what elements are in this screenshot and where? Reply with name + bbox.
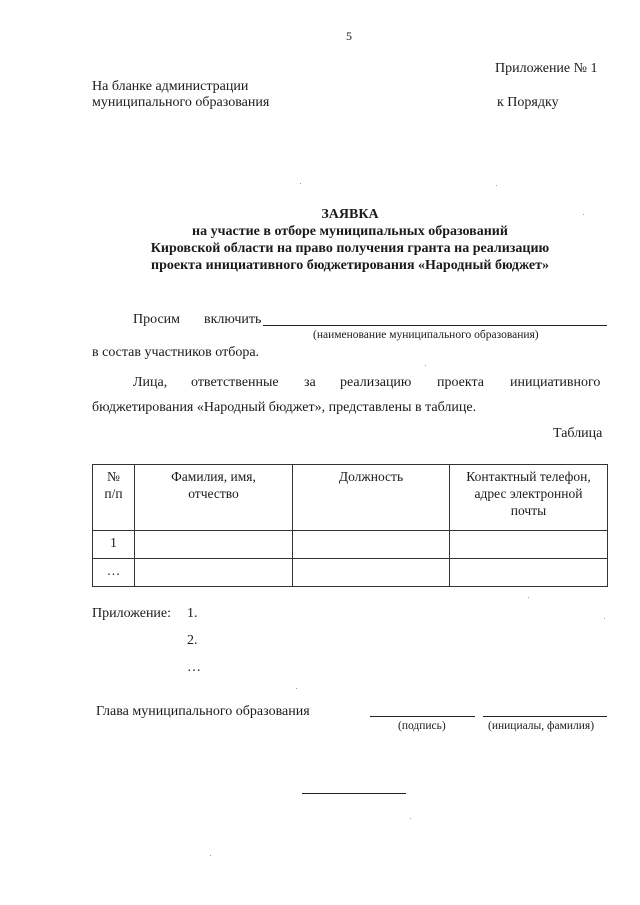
- appendix-label: Приложение № 1: [495, 61, 598, 76]
- responsible-word-3: за: [304, 375, 316, 390]
- table-cell: [450, 559, 608, 587]
- page-number: 5: [346, 29, 352, 43]
- title-line-3: проекта инициативного бюджетирования «Народный бюджет»: [151, 258, 549, 273]
- table-cell: [293, 531, 450, 559]
- table-header-row: [93, 465, 608, 531]
- municipality-name-caption: (наименование муниципального образования): [313, 329, 539, 341]
- table-cell: [135, 559, 293, 587]
- responsible-word-2: ответственные: [191, 375, 279, 390]
- attachment-item-1: 1.: [187, 606, 198, 621]
- table-cell: [450, 531, 608, 559]
- request-continuation: в состав участников отбора.: [92, 345, 260, 360]
- responsible-line-2: бюджетирования «Народный бюджет», представлены в таблице.: [92, 400, 477, 415]
- responsible-word-5: проекта: [437, 375, 484, 390]
- header-full-name: Фамилия, имя, отчество: [135, 465, 293, 531]
- document-heading: ЗАЯВКА: [321, 207, 379, 222]
- table-cell: [293, 559, 450, 587]
- attachment-item-2: 2.: [187, 633, 198, 648]
- table-cell: 1: [93, 531, 135, 559]
- name-blank: [483, 716, 607, 717]
- signature-blank: [370, 716, 475, 717]
- table-label: Таблица: [553, 426, 603, 441]
- name-caption: (инициалы, фамилия): [488, 720, 595, 732]
- responsible-word-6: инициативного: [510, 375, 601, 390]
- table-row: [93, 531, 608, 559]
- table-row: [93, 559, 608, 587]
- table-cell: …: [93, 559, 135, 587]
- header-number: № п/п: [93, 465, 135, 531]
- table-cell: [135, 531, 293, 559]
- responsible-word-1: Лица,: [133, 375, 168, 390]
- title-line-1: на участие в отборе муниципальных образований: [192, 224, 508, 239]
- header-position: Должность: [293, 465, 450, 531]
- to-order-label: к Порядку: [497, 95, 559, 110]
- request-word-1: Просим: [133, 312, 181, 327]
- responsible-word-4: реализацию: [340, 375, 412, 390]
- letterhead-line-2: муниципального образования: [92, 95, 270, 110]
- attachments-label: Приложение:: [92, 606, 172, 621]
- attachment-item-3: …: [187, 660, 201, 675]
- header-contacts: Контактный телефон, адрес электронной почты: [450, 465, 608, 531]
- letterhead-line-1: На бланке администрации: [92, 79, 249, 94]
- request-word-2: включить: [204, 312, 262, 327]
- signature-caption: (подпись): [398, 720, 446, 732]
- title-line-2: Кировской области на право получения гранта на реализацию: [150, 241, 550, 256]
- signature-label: Глава муниципального образования: [96, 704, 310, 719]
- responsible-persons-table: [92, 464, 608, 587]
- closing-separator: [302, 793, 406, 794]
- municipality-name-blank: [263, 325, 607, 326]
